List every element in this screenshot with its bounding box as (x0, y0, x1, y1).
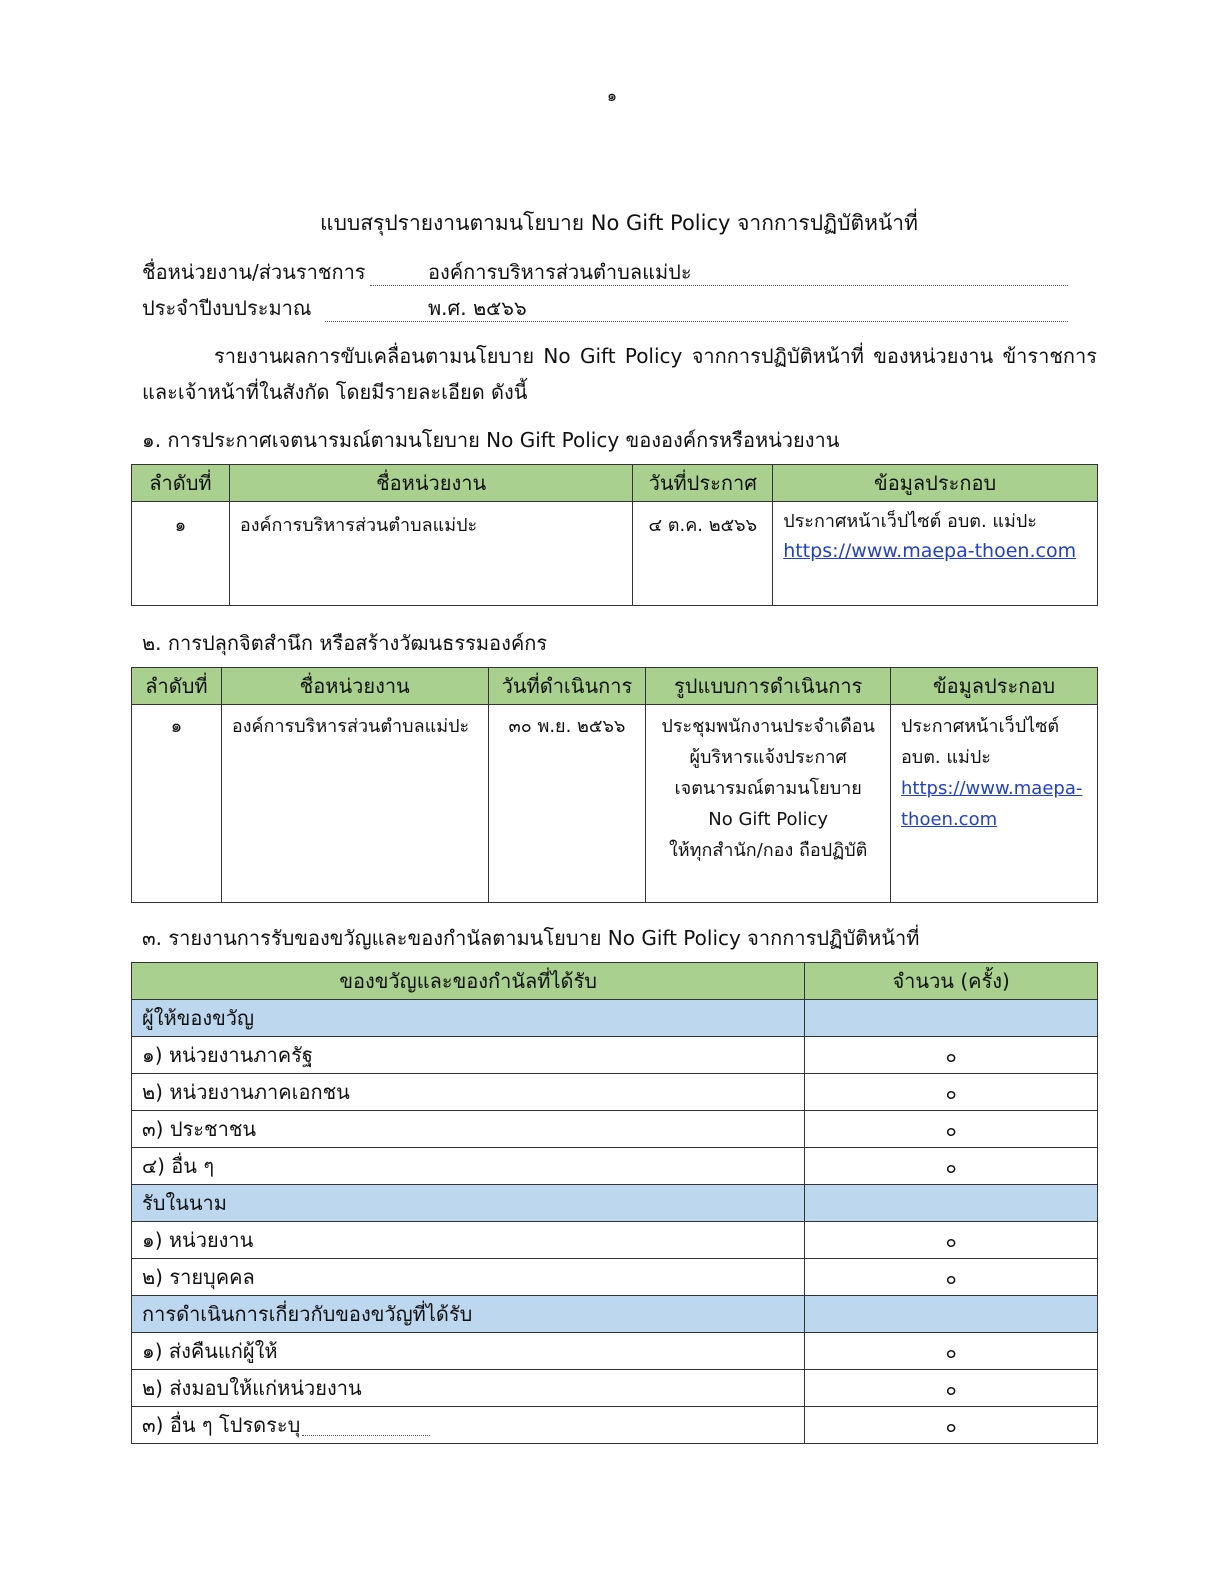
table-row (132, 1333, 1098, 1370)
website-link[interactable]: https://www.maepa-thoen.com (783, 540, 1077, 562)
cell-date: ๓๐ พ.ย. ๒๕๖๖ (488, 705, 646, 903)
year-field-label: ประจำปีงบประมาณ (142, 296, 312, 320)
item-count: ๐ (805, 1074, 1098, 1111)
intro-paragraph (142, 338, 1097, 410)
group-title: รับในนาม (132, 1185, 805, 1222)
col-header-no: ลำดับที่ (132, 465, 230, 502)
group-row (132, 1185, 1098, 1222)
unit-field (142, 256, 692, 288)
col-header-info: ข้อมูลประกอบ (891, 668, 1098, 705)
table-row (132, 1259, 1098, 1296)
section1-heading: ๑. การประกาศเจตนารมณ์ตามนโยบาย No Gift Policy ขององค์กรหรือหน่วยงาน (142, 428, 840, 452)
item-label: ๓) ประชาชน (132, 1111, 805, 1148)
cell-date: ๔ ต.ค. ๒๕๖๖ (633, 502, 773, 606)
col-header-no: ลำดับที่ (132, 668, 222, 705)
link-part[interactable]: https://www.maepa- (901, 778, 1083, 799)
item-label: ๒) หน่วยงานภาคเอกชน (132, 1074, 805, 1111)
group-title: ผู้ให้ของขวัญ (132, 1000, 805, 1037)
group-row (132, 1296, 1098, 1333)
item-count: ๐ (805, 1148, 1098, 1185)
section1-table (131, 464, 1098, 606)
group-row (132, 1000, 1098, 1037)
item-count: ๐ (805, 1333, 1098, 1370)
info-line: อบต. แม่ปะ (901, 747, 991, 768)
cell-unit: องค์การบริหารส่วนตำบลแม่ปะ (229, 502, 632, 606)
section2-header-row (132, 668, 1098, 705)
table-row (132, 1370, 1098, 1407)
form-title: แบบสรุปรายงานตามนโยบาย No Gift Policy จากการปฏิบัติหน้าที่ (320, 211, 918, 235)
website-link[interactable] (901, 773, 1097, 835)
cell-unit: องค์การบริหารส่วนตำบลแม่ปะ (221, 705, 488, 903)
item-count: ๐ (805, 1407, 1098, 1444)
cell-method (646, 705, 891, 903)
item-count: ๐ (805, 1222, 1098, 1259)
item-count: ๐ (805, 1259, 1098, 1296)
cell-info (773, 502, 1098, 606)
table-row (132, 1222, 1098, 1259)
col-header-date: วันที่ประกาศ (633, 465, 773, 502)
item-count: ๐ (805, 1111, 1098, 1148)
info-line: ประกาศหน้าเว็ปไซต์ (901, 716, 1060, 737)
col-header-item: ของขวัญและของกำนัลที่ได้รับ (132, 963, 805, 1000)
method-line: เจตนารมณ์ตามนโยบาย (674, 778, 862, 799)
col-header-count: จำนวน (ครั้ง) (805, 963, 1098, 1000)
table-row (132, 1037, 1098, 1074)
method-line: ผู้บริหารแจ้งประกาศ (689, 747, 847, 768)
item-label: ๑) หน่วยงาน (132, 1222, 805, 1259)
col-header-info: ข้อมูลประกอบ (773, 465, 1098, 502)
col-header-method: รูปแบบการดำเนินการ (646, 668, 891, 705)
cell-info (891, 705, 1098, 903)
cell-no: ๑ (132, 502, 230, 606)
item-cell (132, 1407, 805, 1444)
intro-text: รายงานผลการขับเคลื่อนตามนโยบาย No Gift Policy จากการปฏิบัติหน้าที่ ของหน่วยงาน ข้าราชการและเจ้าหน้าที่ในสังกัด โดยมีรายละเอียด ดังนี้ (142, 344, 1097, 404)
section3-heading: ๓. รายงานการรับของขวัญและของกำนัลตามนโยบาย No Gift Policy จากการปฏิบัติหน้าที่ (142, 926, 920, 950)
item-label: ๑) หน่วยงานภาครัฐ (132, 1037, 805, 1074)
item-label: ๒) ส่งมอบให้แก่หน่วยงาน (132, 1370, 805, 1407)
section3-header-row (132, 963, 1098, 1000)
item-count: ๐ (805, 1370, 1098, 1407)
info-text: ประกาศหน้าเว็ปไซต์ อบต. แม่ปะ (783, 511, 1037, 532)
section2-heading: ๒. การปลุกจิตสำนึก หรือสร้างวัฒนธรรมองค์กร (142, 631, 548, 655)
table-row (132, 1407, 1098, 1444)
section1-header-row (132, 465, 1098, 502)
col-header-date: วันที่ดำเนินการ (488, 668, 646, 705)
group-title: การดำเนินการเกี่ยวกับของขวัญที่ได้รับ (132, 1296, 805, 1333)
col-header-unit: ชื่อหน่วยงาน (221, 668, 488, 705)
item-count: ๐ (805, 1037, 1098, 1074)
cell-no: ๑ (132, 705, 222, 903)
link-part[interactable]: thoen.com (901, 809, 998, 830)
item-label: ๓) อื่น ๆ โปรดระบุ (142, 1413, 301, 1437)
item-label: ๒) รายบุคคล (132, 1259, 805, 1296)
page-number: ๑ (606, 86, 618, 105)
table-row (132, 1111, 1098, 1148)
item-label: ๔) อื่น ๆ (132, 1148, 805, 1185)
unit-field-label: ชื่อหน่วยงาน/ส่วนราชการ (142, 260, 366, 284)
section3-table (131, 962, 1098, 1444)
method-line: ให้ทุกสำนัก/กอง ถือปฏิบัติ (668, 840, 868, 861)
specify-dotted-line (302, 1435, 430, 1436)
table-row (132, 502, 1098, 606)
section2-table (131, 667, 1098, 903)
year-field-value: พ.ศ. ๒๕๖๖ (428, 296, 527, 320)
table-row (132, 1074, 1098, 1111)
method-line: No Gift Policy (708, 809, 829, 830)
year-field (142, 292, 527, 324)
table-row (132, 705, 1098, 903)
table-row (132, 1148, 1098, 1185)
unit-field-value: องค์การบริหารส่วนตำบลแม่ปะ (428, 260, 692, 284)
method-line: ประชุมพนักงานประจำเดือน (661, 716, 875, 737)
item-label: ๑) ส่งคืนแก่ผู้ให้ (132, 1333, 805, 1370)
col-header-unit: ชื่อหน่วยงาน (229, 465, 632, 502)
